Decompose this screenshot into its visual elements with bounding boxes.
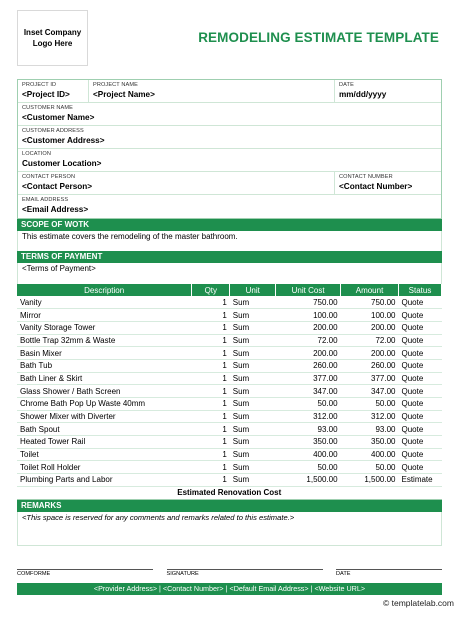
item-unit[interactable]: Sum [230,398,276,411]
item-description[interactable]: Bath Liner & Skirt [17,372,192,385]
item-amount[interactable]: 400.00 [341,448,399,461]
contact-person-label: CONTACT PERSON [22,174,76,180]
item-status[interactable]: Quote [398,385,441,398]
item-unit[interactable]: Sum [230,448,276,461]
total-label: Estimated Renovation Cost [17,486,442,499]
item-amount[interactable]: 350.00 [341,436,399,449]
project-name-cell[interactable] [88,80,334,102]
document-title: REMODELING ESTIMATE TEMPLATE [198,30,439,45]
table-row[interactable] [17,474,442,487]
company-logo-placeholder [17,10,88,66]
logo-line-1: Inset Company [23,28,82,37]
customer-address-cell[interactable] [18,126,441,148]
item-amount[interactable]: 347.00 [341,385,399,398]
item-qty[interactable]: 1 [192,347,230,360]
email-cell[interactable] [18,195,441,218]
remarks-text[interactable]: <This space is reserved for any comments and remarks related to this estimate.> [17,512,442,546]
item-amount[interactable]: 1,500.00 [341,474,399,487]
customer-name-value: <Customer Name> [22,113,95,122]
table-row[interactable] [17,321,442,334]
line-items-table [17,284,442,500]
contact-person-cell[interactable] [18,172,334,194]
item-qty[interactable]: 1 [192,359,230,372]
scope-heading: SCOPE OF WOTK [17,219,442,231]
item-qty[interactable]: 1 [192,461,230,474]
item-qty[interactable]: 1 [192,448,230,461]
item-unit[interactable]: Sum [230,334,276,347]
item-unit[interactable]: Sum [230,359,276,372]
item-description[interactable]: Chrome Bath Pop Up Waste 40mm [17,398,192,411]
item-description[interactable]: Bottle Trap 32mm & Waste [17,334,192,347]
contact-row [18,172,441,195]
project-id-label: PROJECT ID [22,82,57,88]
item-amount[interactable]: 750.00 [341,296,399,309]
item-unit-cost[interactable]: 350.00 [276,436,341,449]
item-amount[interactable]: 93.00 [341,423,399,436]
table-row[interactable] [17,334,442,347]
item-qty[interactable]: 1 [192,296,230,309]
email-value: <Email Address> [22,205,89,214]
item-amount[interactable]: 312.00 [341,410,399,423]
customer-address-row [18,126,441,149]
header-status: Status [398,284,441,296]
table-row[interactable] [17,347,442,360]
item-qty[interactable]: 1 [192,474,230,487]
header-unit: Unit [230,284,276,296]
item-status[interactable]: Estimate [398,474,441,487]
table-row[interactable] [17,296,442,309]
item-unit[interactable]: Sum [230,436,276,449]
table-row[interactable] [17,398,442,411]
item-unit[interactable]: Sum [230,423,276,436]
location-label: LOCATION [22,151,51,157]
item-description[interactable]: Vanity Storage Tower [17,321,192,334]
item-qty[interactable]: 1 [192,334,230,347]
contact-number-label: CONTACT NUMBER [339,174,393,180]
sign-date-line[interactable]: DATE [336,569,442,579]
item-amount[interactable]: 200.00 [341,347,399,360]
header-qty: Qty [192,284,230,296]
customer-name-cell[interactable] [18,103,441,125]
table-row[interactable] [17,410,442,423]
item-status[interactable]: Quote [398,334,441,347]
date-cell[interactable] [334,80,441,102]
email-row [18,195,441,218]
header-description: Description [17,284,192,296]
item-description[interactable]: Vanity [17,296,192,309]
item-unit-cost[interactable]: 1,500.00 [276,474,341,487]
item-unit[interactable]: Sum [230,296,276,309]
project-id-value: <Project ID> [22,90,70,99]
item-unit-cost[interactable]: 200.00 [276,347,341,360]
item-description[interactable]: Bath Tub [17,359,192,372]
item-unit-cost[interactable]: 50.00 [276,398,341,411]
total-row [17,486,442,499]
item-unit-cost[interactable]: 312.00 [276,410,341,423]
table-row[interactable] [17,461,442,474]
project-name-value: <Project Name> [93,90,155,99]
item-amount[interactable]: 100.00 [341,309,399,322]
header-unit-cost: Unit Cost [276,284,341,296]
customer-name-label: CUSTOMER NAME [22,105,73,111]
table-row[interactable] [17,423,442,436]
contact-person-value: <Contact Person> [22,182,93,191]
customer-name-row [18,103,441,126]
item-qty[interactable]: 1 [192,436,230,449]
item-unit[interactable]: Sum [230,474,276,487]
item-qty[interactable]: 1 [192,309,230,322]
item-description[interactable]: Heated Tower Rail [17,436,192,449]
footer-contact-bar: <Provider Address> | <Contact Number> | <Default Email Address> | <Website URL> [17,583,442,595]
item-unit[interactable]: Sum [230,461,276,474]
item-description[interactable]: Plumbing Parts and Labor [17,474,192,487]
contact-number-cell[interactable] [334,172,441,194]
email-label: EMAIL ADDRESS [22,197,69,203]
item-status[interactable]: Quote [398,436,441,449]
date-value: mm/dd/yyyy [339,90,387,99]
item-qty[interactable]: 1 [192,410,230,423]
item-qty[interactable]: 1 [192,398,230,411]
location-value: Customer Location> [22,159,102,168]
contact-number-value: <Contact Number> [339,182,413,191]
project-name-label: PROJECT NAME [93,82,138,88]
project-info-block [17,79,442,219]
conform-line[interactable]: COMFORME [17,569,153,579]
table-row[interactable] [17,448,442,461]
item-status[interactable]: Quote [398,321,441,334]
project-id-cell[interactable] [18,80,88,102]
item-amount[interactable]: 72.00 [341,334,399,347]
customer-address-value: <Customer Address> [22,136,105,145]
item-description[interactable]: Mirror [17,309,192,322]
item-unit-cost[interactable]: 377.00 [276,372,341,385]
item-status[interactable]: Quote [398,461,441,474]
header-amount: Amount [341,284,399,296]
item-description[interactable]: Basin Mixer [17,347,192,360]
item-status[interactable]: Quote [398,309,441,322]
terms-heading: TERMS OF PAYMENT [17,251,442,263]
table-row[interactable] [17,436,442,449]
item-status[interactable]: Quote [398,359,441,372]
item-description[interactable]: Toilet Roll Holder [17,461,192,474]
item-qty[interactable]: 1 [192,372,230,385]
table-header-row [17,284,442,296]
item-amount[interactable]: 260.00 [341,359,399,372]
terms-text[interactable]: <Terms of Payment> [17,263,442,284]
item-unit-cost[interactable]: 347.00 [276,385,341,398]
item-status[interactable]: Quote [398,347,441,360]
item-description[interactable]: Bath Spout [17,423,192,436]
item-qty[interactable]: 1 [192,385,230,398]
item-unit[interactable]: Sum [230,309,276,322]
logo-line-2: Logo Here [32,39,73,48]
item-unit-cost[interactable]: 200.00 [276,321,341,334]
item-unit[interactable]: Sum [230,372,276,385]
location-cell[interactable] [18,149,441,171]
table-row[interactable] [17,385,442,398]
item-unit-cost[interactable]: 93.00 [276,423,341,436]
item-status[interactable]: Quote [398,423,441,436]
item-description[interactable]: Glass Shower / Bath Screen [17,385,192,398]
scope-text[interactable]: This estimate covers the remodeling of the master bathroom. [17,231,442,251]
customer-address-label: CUSTOMER ADDRESS [22,128,84,134]
estimate-sheet [17,79,442,546]
item-description[interactable]: Shower Mixer with Diverter [17,410,192,423]
project-row [18,80,441,103]
table-row[interactable] [17,309,442,322]
item-status[interactable]: Quote [398,372,441,385]
table-row[interactable] [17,359,442,372]
item-amount[interactable]: 50.00 [341,461,399,474]
item-status[interactable]: Quote [398,410,441,423]
item-unit[interactable]: Sum [230,321,276,334]
item-description[interactable]: Toilet [17,448,192,461]
item-qty[interactable]: 1 [192,423,230,436]
item-unit[interactable]: Sum [230,410,276,423]
item-amount[interactable]: 50.00 [341,398,399,411]
remarks-heading: REMARKS [17,500,442,512]
item-amount[interactable]: 377.00 [341,372,399,385]
location-row [18,149,441,172]
item-qty[interactable]: 1 [192,321,230,334]
signature-line[interactable]: SIGNATURE [167,569,323,579]
item-unit[interactable]: Sum [230,347,276,360]
item-amount[interactable]: 200.00 [341,321,399,334]
item-status[interactable]: Quote [398,296,441,309]
item-unit-cost[interactable]: 750.00 [276,296,341,309]
item-unit-cost[interactable]: 260.00 [276,359,341,372]
item-unit[interactable]: Sum [230,385,276,398]
table-row[interactable] [17,372,442,385]
templatelab-credit[interactable]: © templatelab.com [383,598,454,608]
item-unit-cost[interactable]: 50.00 [276,461,341,474]
item-unit-cost[interactable]: 100.00 [276,309,341,322]
item-status[interactable]: Quote [398,398,441,411]
item-unit-cost[interactable]: 72.00 [276,334,341,347]
signature-row [17,569,442,579]
date-label: DATE [339,82,354,88]
item-unit-cost[interactable]: 400.00 [276,448,341,461]
item-status[interactable]: Quote [398,448,441,461]
